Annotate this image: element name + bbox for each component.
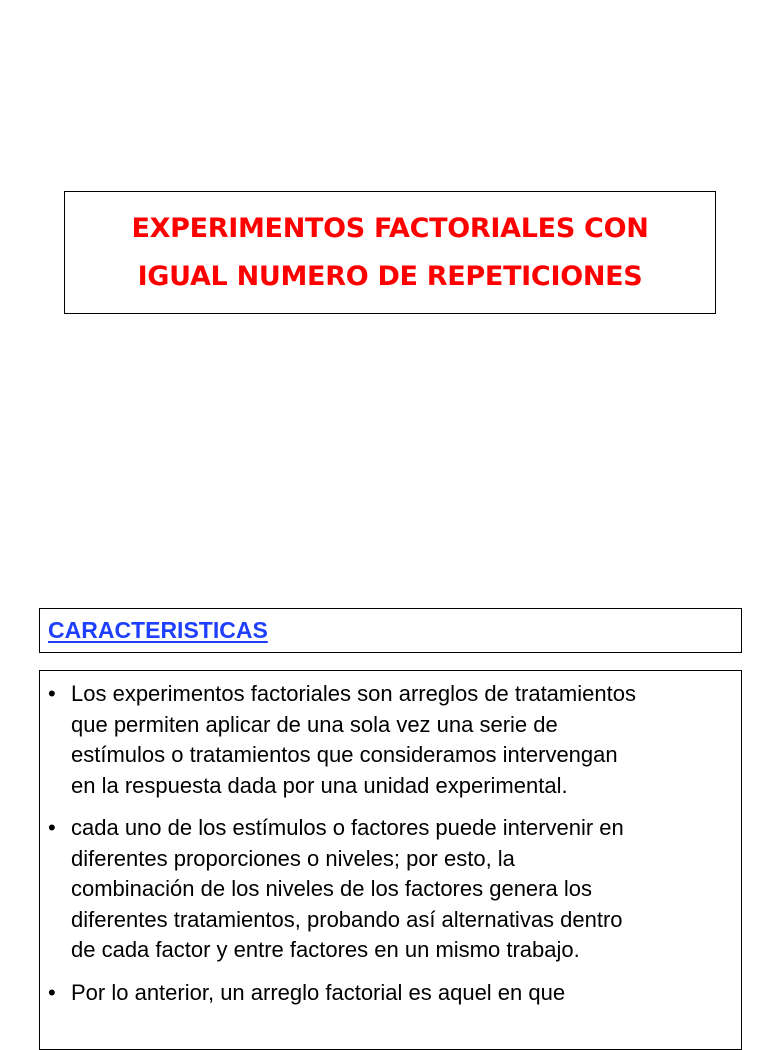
bullet-text-line: combinación de los niveles de los factores genera los [71, 876, 592, 901]
bullet-text-line: diferentes proporciones o niveles; por esto, la [71, 845, 515, 871]
bullet-item [48, 813, 729, 966]
bullet-text-line: que permiten aplicar de una sola vez una serie de [71, 711, 558, 737]
bullet-text-line: diferentes tratamientos, probando así alternativas dentro [71, 906, 623, 932]
content-box [39, 670, 742, 1050]
title-line-1: EXPERIMENTOS FACTORIALES CON [131, 212, 649, 244]
bullet-text-line: de cada factor y entre factores en un mismo trabajo. [71, 937, 580, 962]
bullet-text-line: estímulos o tratamientos que consideramos intervengan [71, 742, 618, 767]
title-line-2: IGUAL NUMERO DE REPETICIONES [137, 260, 643, 292]
section-heading-box [39, 608, 742, 653]
section-heading: CARACTERISTICAS [48, 617, 268, 643]
bullet-marker: • [48, 815, 56, 840]
bullet-item [48, 978, 729, 1009]
bullet-text-line: en la respuesta dada por una unidad experimental. [71, 772, 568, 798]
bullet-marker: • [48, 979, 56, 1005]
bullet-text-line: cada uno de los estímulos o factores puede intervenir en [71, 815, 624, 840]
bullet-text-line: Por lo anterior, un arreglo factorial es aquel en que [71, 979, 566, 1005]
bullet-marker: • [48, 681, 56, 706]
bullet-text-line: Los experimentos factoriales son arreglos de tratamientos [71, 681, 636, 706]
title-box [64, 191, 716, 314]
bullet-item [48, 679, 729, 801]
